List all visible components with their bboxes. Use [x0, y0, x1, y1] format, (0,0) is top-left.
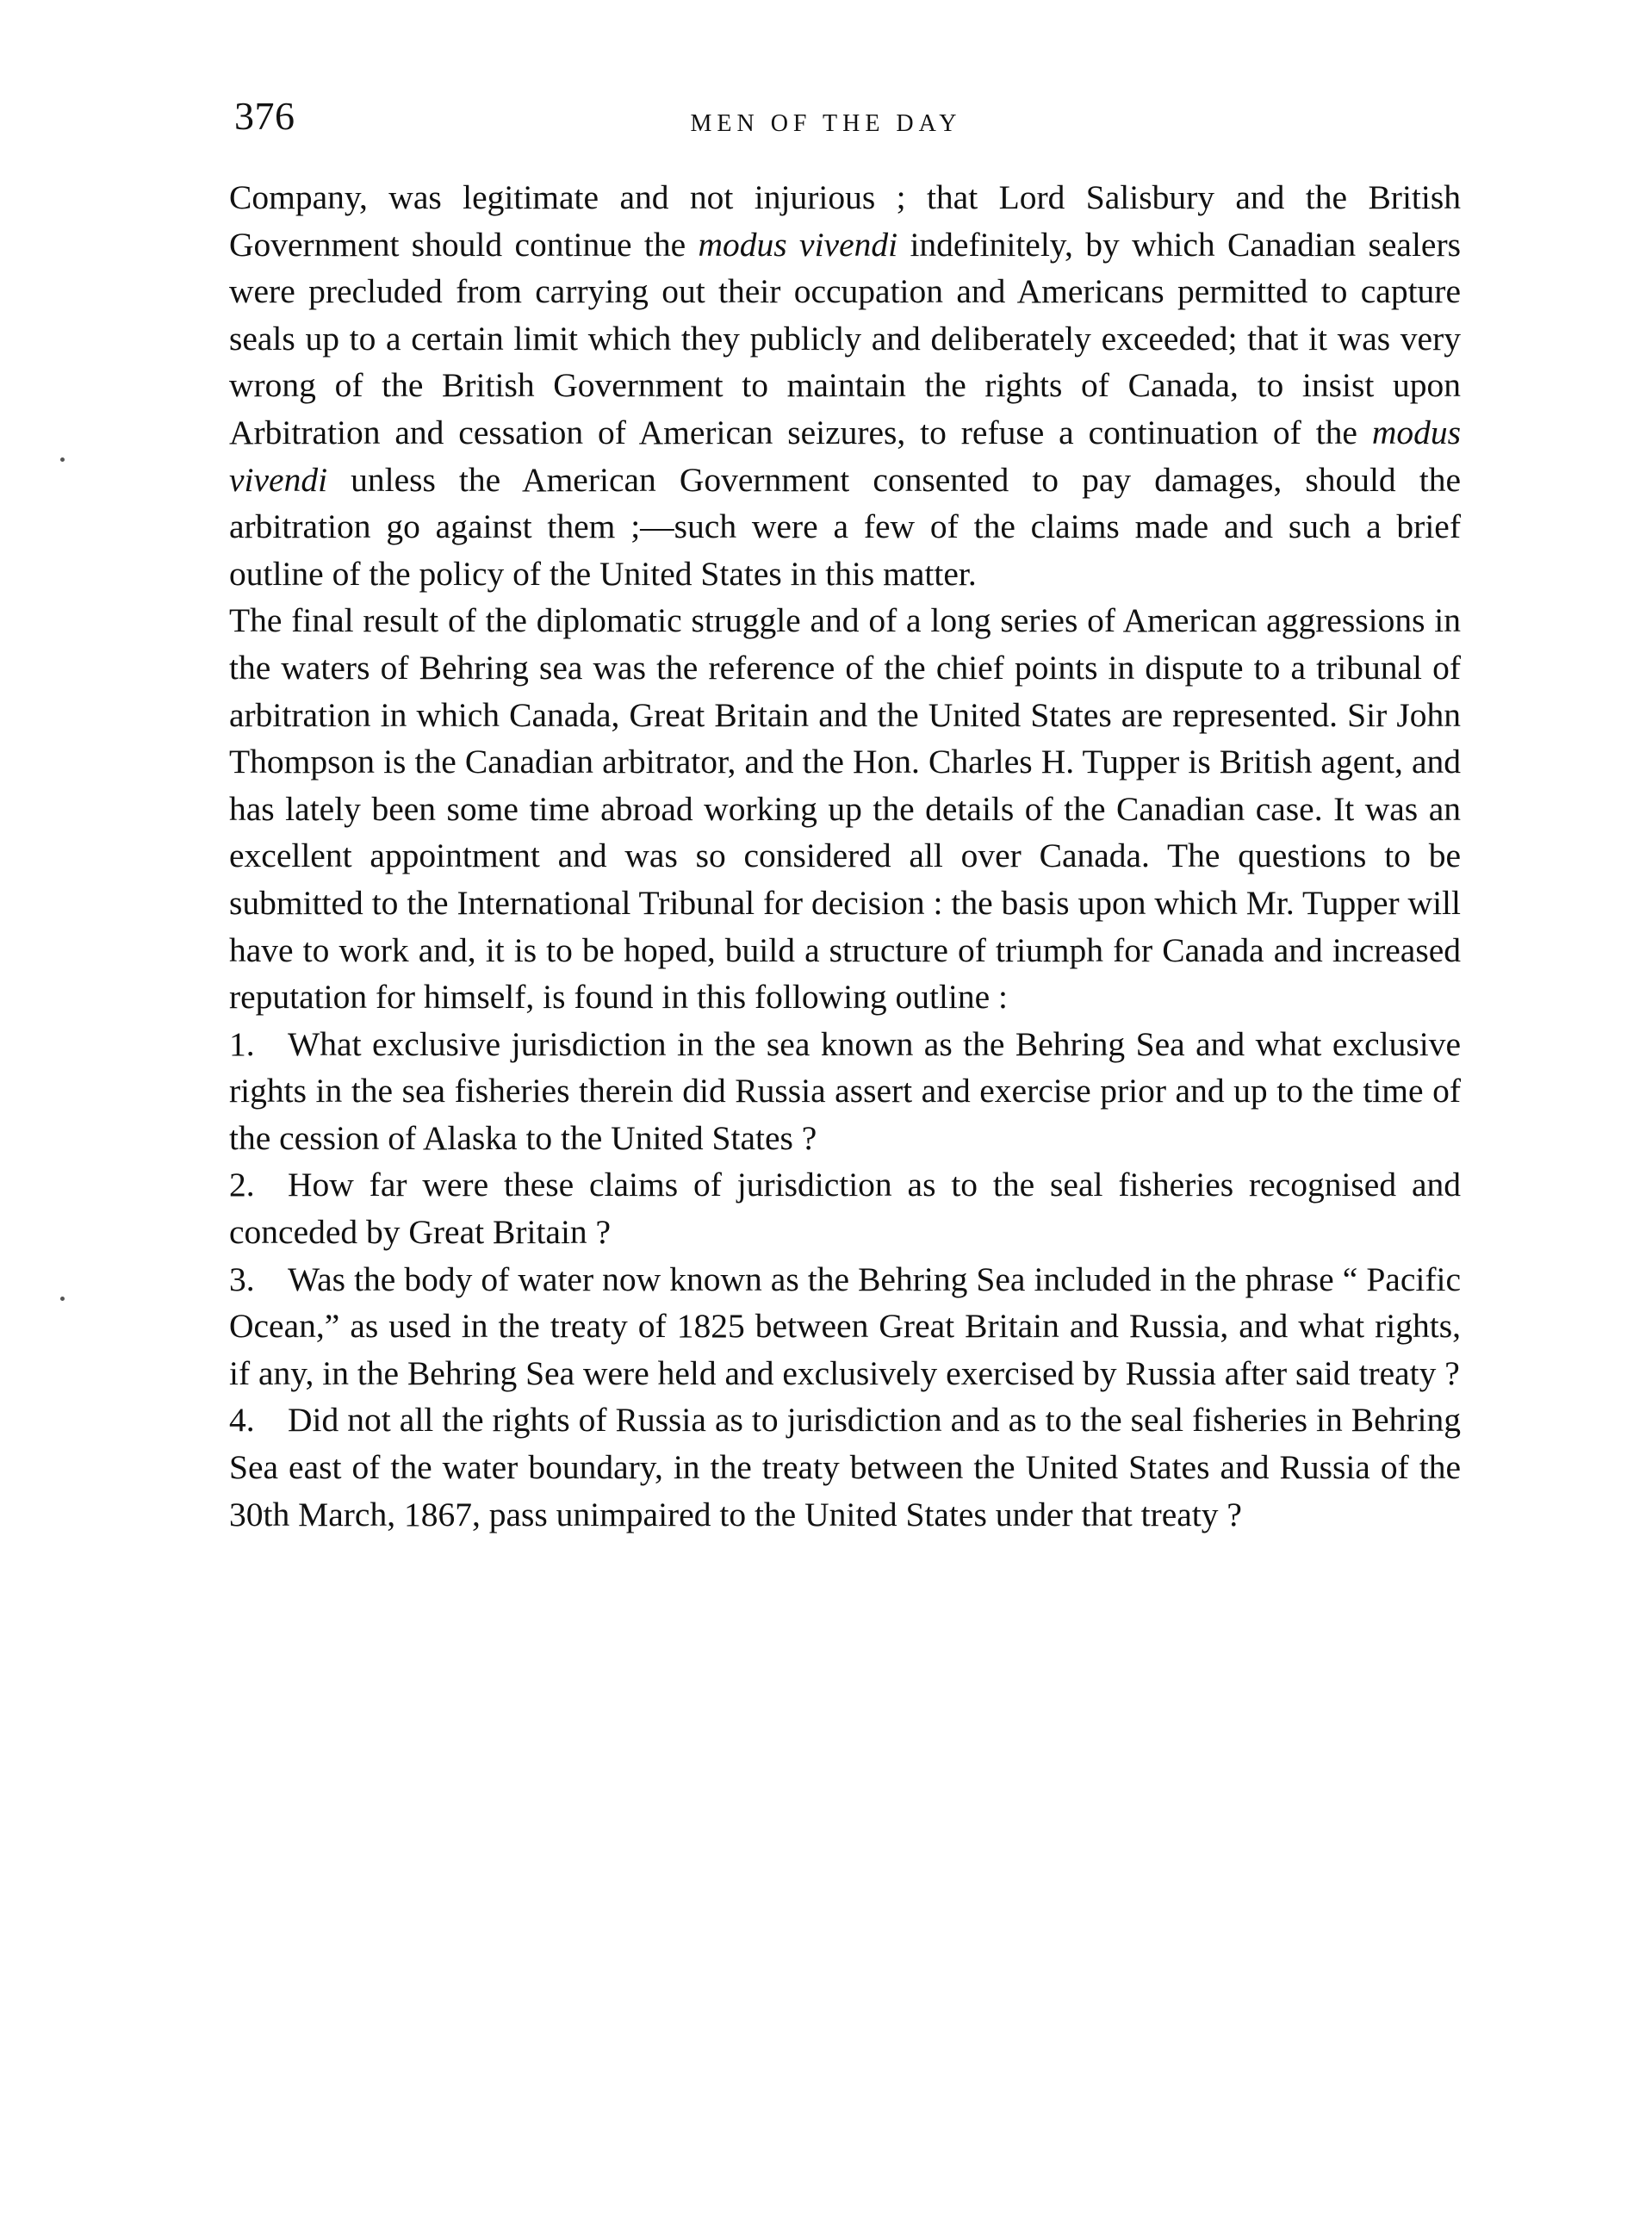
paragraph-text: unless the American Government consented to pay damages, should the arbitration go against them ;—such were a few of the claims made and such a brief outline of the policy of the United States in this matter.	[229, 460, 1461, 593]
question-number: 2.	[229, 1166, 255, 1204]
question-item	[229, 1021, 1461, 1162]
body-text	[229, 174, 1461, 1538]
question-item	[229, 1396, 1461, 1538]
scan-mark	[60, 457, 65, 462]
running-head: MEN OF THE DAY	[690, 110, 962, 137]
page-number: 376	[234, 94, 295, 138]
question-number: 1.	[229, 1024, 255, 1063]
paragraph-text: indefinitely, by which Canadian sealers were precluded from carrying out their occupation and Americans permitted to capture seals up to a certain limit which they publicly and deliberately exceeded; that it was very wrong of the British Government to maintain the rights of Canada, to insist upon Arbitration and cessation of American seizures, to refuse a continuation of the	[229, 225, 1461, 451]
question-item	[229, 1161, 1461, 1255]
paragraph: The final result of the diplomatic struggle and of a long series of American aggressions in the waters of Behring sea was the reference of the chief points in dispute to a tribunal of arbitration in which Canada, Great Britain and the United States are represented. Sir John Thompson is the Canadian arbitrator, and the Hon. Charles H. Tupper is British agent, and has lately been some time abroad working up the details of the Canadian case. It was an excellent appointment and was so considered all over Canada. The questions to be submitted to the International Tribunal for decision : the basis upon which Mr. Tupper will have to work and, it is to be hoped, build a structure of triumph for Canada and increased reputation for himself, is found in this following outline :	[229, 601, 1461, 1017]
paragraph-continuation	[229, 174, 1461, 597]
question-number: 4.	[229, 1401, 255, 1440]
italic-phrase: modus vivendi	[229, 413, 1461, 499]
scan-mark	[60, 1297, 65, 1301]
question-text: How far were these claims of jurisdiction as to the seal fisheries recognised and conceded by Great Britain ?	[229, 1166, 1461, 1252]
question-text: Did not all the rights of Russia as to jurisdiction and as to the seal fisheries in Behring Sea east of the water boundary, in the treaty between the United States and Russia of the 30th March, 1867, pass unimpaired to the United States under that treaty ?	[229, 1401, 1461, 1533]
italic-phrase: modus vivendi	[698, 225, 898, 264]
question-text: What exclusive jurisdiction in the sea known as the Behring Sea and what exclusive rights in the sea fisheries therein did Russia assert and exercise prior and up to the time of the cession of Alaska to the United States ?	[229, 1024, 1461, 1157]
question-item	[229, 1256, 1461, 1397]
paragraph-text: Company, was legitimate and not injurious ; that Lord Salisbury and the British Government should continue the	[229, 178, 1461, 264]
question-number: 3.	[229, 1260, 255, 1298]
question-text: Was the body of water now known as the Behring Sea included in the phrase “ Pacific Ocean,” as used in the treaty of 1825 between Great Britain and Russia, and what rights, if any, in the Behring Sea were held and exclusively exercised by Russia after said treaty ?	[229, 1260, 1461, 1392]
